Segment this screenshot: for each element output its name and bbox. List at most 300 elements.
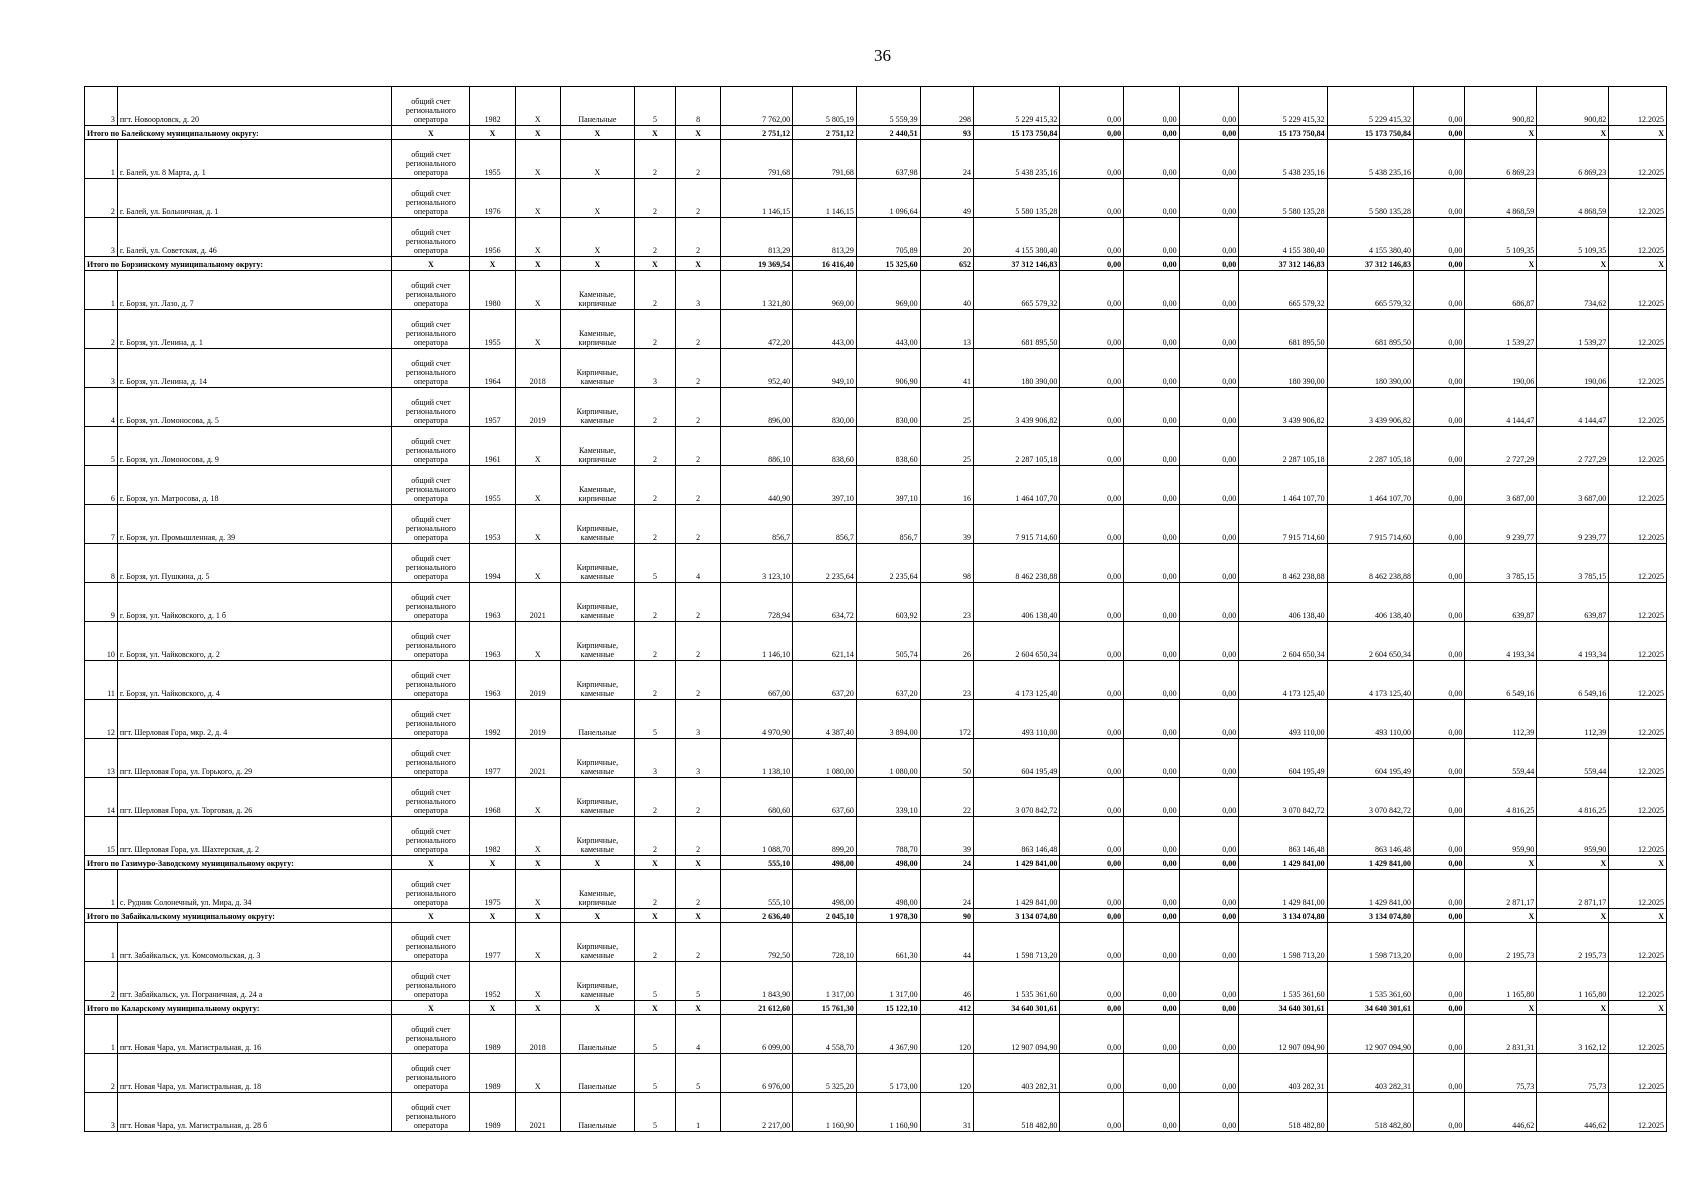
rooms-area-cell: 2 235,64	[793, 544, 857, 583]
local-funds-cell: 0,00	[1179, 923, 1239, 962]
total-area-cell: 1 088,70	[721, 817, 793, 856]
year-cell: 1963	[470, 661, 515, 700]
table-row	[85, 544, 1667, 583]
owners-funds-cell: 604 195,49	[1239, 739, 1327, 778]
regop-funds-cell: 12 907 094,90	[1327, 1015, 1413, 1054]
limit-cost-cell: X	[1537, 126, 1609, 140]
federal-funds-cell: 0,00	[1060, 622, 1124, 661]
local-funds-cell: 0,00	[1179, 257, 1239, 271]
row-number-cell: 2	[85, 310, 118, 349]
regop-funds-cell: 1 535 361,60	[1327, 962, 1413, 1001]
rooms-area-cell: 1 317,00	[793, 962, 857, 1001]
owners-funds-cell: 8 462 238,88	[1239, 544, 1327, 583]
entrances-cell: 2	[676, 870, 721, 909]
year-cell: 1968	[470, 778, 515, 817]
planned-date-cell: 12.2025	[1609, 962, 1667, 1001]
row-number-cell: 5	[85, 427, 118, 466]
row-number-cell: 14	[85, 778, 118, 817]
other-funds-cell: 0,00	[1413, 257, 1464, 271]
total-area-cell: 896,00	[721, 388, 793, 427]
renovation-year-cell: X	[515, 271, 560, 310]
planned-date-cell: X	[1609, 1001, 1667, 1015]
cost-cell: 665 579,32	[974, 271, 1060, 310]
district-total-label: Итого по Борзинскому муниципальному округу:	[85, 257, 392, 271]
planned-date-cell: 12.2025	[1609, 87, 1667, 126]
residents-cell: 412	[920, 1001, 973, 1015]
limit-cost-cell: 734,62	[1537, 271, 1609, 310]
limit-cost-cell: 5 109,35	[1537, 218, 1609, 257]
row-number-cell: 3	[85, 218, 118, 257]
address-cell: пгт. Новоорловск, д. 20	[117, 87, 391, 126]
federal-funds-cell: 0,00	[1060, 583, 1124, 622]
residents-cell: 120	[920, 1015, 973, 1054]
method-cell: общий счет регионального оператора	[392, 661, 470, 700]
other-funds-cell: 0,00	[1413, 622, 1464, 661]
year-cell: 1982	[470, 87, 515, 126]
planned-date-cell: 12.2025	[1609, 466, 1667, 505]
rooms-area-cell: 637,60	[793, 778, 857, 817]
rooms-area-cell: 498,00	[793, 856, 857, 870]
federal-funds-cell: 0,00	[1060, 271, 1124, 310]
rooms-area-cell: 1 160,90	[793, 1093, 857, 1132]
method-cell: X	[392, 1001, 470, 1015]
floors-cell: 5	[634, 1093, 675, 1132]
wall-material-cell: Каменные, кирпичные	[560, 466, 634, 505]
residents-cell: 22	[920, 778, 973, 817]
entrances-cell: 4	[676, 1015, 721, 1054]
specific-cost-cell: 5 109,35	[1465, 218, 1537, 257]
specific-cost-cell: 2 871,17	[1465, 870, 1537, 909]
entrances-cell: 2	[676, 466, 721, 505]
regop-funds-cell: 37 312 146,83	[1327, 257, 1413, 271]
table-row	[85, 700, 1667, 739]
cost-cell: 34 640 301,61	[974, 1001, 1060, 1015]
wall-material-cell: X	[560, 126, 634, 140]
owners-funds-cell: 15 173 750,84	[1239, 126, 1327, 140]
cost-cell: 4 173 125,40	[974, 661, 1060, 700]
cost-cell: 406 138,40	[974, 583, 1060, 622]
table-row	[85, 1054, 1667, 1093]
federal-funds-cell: 0,00	[1060, 870, 1124, 909]
address-cell: г. Балей, ул. Советская, д. 46	[117, 218, 391, 257]
floors-cell: X	[634, 1001, 675, 1015]
regop-funds-cell: 5 438 235,16	[1327, 140, 1413, 179]
other-funds-cell: 0,00	[1413, 778, 1464, 817]
rooms-area-cell: 813,29	[793, 218, 857, 257]
address-cell: пгт. Шерловая Гора, ул. Горького, д. 29	[117, 739, 391, 778]
total-area-cell: 4 970,90	[721, 700, 793, 739]
cost-cell: 2 287 105,18	[974, 427, 1060, 466]
residents-cell: 49	[920, 179, 973, 218]
district-total-row	[85, 1001, 1667, 1015]
year-cell: X	[470, 1001, 515, 1015]
cost-cell: 12 907 094,90	[974, 1015, 1060, 1054]
method-cell: общий счет регионального оператора	[392, 310, 470, 349]
address-cell: пгт. Шерловая Гора, ул. Торговая, д. 26	[117, 778, 391, 817]
other-funds-cell: 0,00	[1413, 962, 1464, 1001]
other-funds-cell: 0,00	[1413, 661, 1464, 700]
row-number-cell: 1	[85, 870, 118, 909]
renovation-year-cell: X	[515, 505, 560, 544]
entrances-cell: 2	[676, 622, 721, 661]
method-cell: X	[392, 856, 470, 870]
rooms-area-cell: 397,10	[793, 466, 857, 505]
specific-cost-cell: 1 165,80	[1465, 962, 1537, 1001]
method-cell: общий счет регионального оператора	[392, 140, 470, 179]
residential-area-cell: 2 440,51	[856, 126, 920, 140]
local-funds-cell: 0,00	[1179, 909, 1239, 923]
year-cell: 1955	[470, 310, 515, 349]
entrances-cell: 2	[676, 310, 721, 349]
entrances-cell: 5	[676, 962, 721, 1001]
regional-funds-cell: 0,00	[1124, 388, 1180, 427]
renovation-year-cell: 2018	[515, 349, 560, 388]
planned-date-cell: 12.2025	[1609, 310, 1667, 349]
entrances-cell: 2	[676, 179, 721, 218]
federal-funds-cell: 0,00	[1060, 923, 1124, 962]
owners-funds-cell: 1 429 841,00	[1239, 856, 1327, 870]
planned-date-cell: 12.2025	[1609, 427, 1667, 466]
owners-funds-cell: 863 146,48	[1239, 817, 1327, 856]
federal-funds-cell: 0,00	[1060, 466, 1124, 505]
limit-cost-cell: 75,73	[1537, 1054, 1609, 1093]
regop-funds-cell: 2 287 105,18	[1327, 427, 1413, 466]
cost-cell: 5 438 235,16	[974, 140, 1060, 179]
residential-area-cell: 3 894,00	[856, 700, 920, 739]
wall-material-cell: Кирпичные, каменные	[560, 388, 634, 427]
specific-cost-cell: 559,44	[1465, 739, 1537, 778]
federal-funds-cell: 0,00	[1060, 962, 1124, 1001]
local-funds-cell: 0,00	[1179, 140, 1239, 179]
cost-cell: 1 535 361,60	[974, 962, 1060, 1001]
specific-cost-cell: 6 869,23	[1465, 140, 1537, 179]
entrances-cell: 2	[676, 140, 721, 179]
planned-date-cell: 12.2025	[1609, 544, 1667, 583]
regional-funds-cell: 0,00	[1124, 909, 1180, 923]
year-cell: 1994	[470, 544, 515, 583]
table-row	[85, 739, 1667, 778]
owners-funds-cell: 12 907 094,90	[1239, 1015, 1327, 1054]
specific-cost-cell: 112,39	[1465, 700, 1537, 739]
total-area-cell: 1 146,15	[721, 179, 793, 218]
wall-material-cell: Кирпичные, каменные	[560, 544, 634, 583]
local-funds-cell: 0,00	[1179, 1093, 1239, 1132]
address-cell: г. Борзя, ул. Чайковского, д. 1 б	[117, 583, 391, 622]
regional-funds-cell: 0,00	[1124, 427, 1180, 466]
year-cell: 1976	[470, 179, 515, 218]
owners-funds-cell: 3 070 842,72	[1239, 778, 1327, 817]
floors-cell: 5	[634, 544, 675, 583]
local-funds-cell: 0,00	[1179, 271, 1239, 310]
address-cell: пгт. Новая Чара, ул. Магистральная, д. 16	[117, 1015, 391, 1054]
renovation-year-cell: X	[515, 870, 560, 909]
federal-funds-cell: 0,00	[1060, 909, 1124, 923]
local-funds-cell: 0,00	[1179, 817, 1239, 856]
regional-funds-cell: 0,00	[1124, 349, 1180, 388]
federal-funds-cell: 0,00	[1060, 179, 1124, 218]
regop-funds-cell: 1 429 841,00	[1327, 870, 1413, 909]
address-cell: пгт. Новая Чара, ул. Магистральная, д. 18	[117, 1054, 391, 1093]
method-cell: общий счет регионального оператора	[392, 427, 470, 466]
owners-funds-cell: 4 173 125,40	[1239, 661, 1327, 700]
renovation-year-cell: X	[515, 1001, 560, 1015]
local-funds-cell: 0,00	[1179, 544, 1239, 583]
floors-cell: 2	[634, 778, 675, 817]
federal-funds-cell: 0,00	[1060, 218, 1124, 257]
other-funds-cell: 0,00	[1413, 505, 1464, 544]
address-cell: г. Борзя, ул. Лазо, д. 7	[117, 271, 391, 310]
cost-cell: 37 312 146,83	[974, 257, 1060, 271]
owners-funds-cell: 5 580 135,28	[1239, 179, 1327, 218]
residential-area-cell: 1 080,00	[856, 739, 920, 778]
wall-material-cell: Кирпичные, каменные	[560, 583, 634, 622]
federal-funds-cell: 0,00	[1060, 87, 1124, 126]
cost-cell: 493 110,00	[974, 700, 1060, 739]
entrances-cell: 3	[676, 271, 721, 310]
method-cell: общий счет регионального оператора	[392, 544, 470, 583]
local-funds-cell: 0,00	[1179, 962, 1239, 1001]
limit-cost-cell: 559,44	[1537, 739, 1609, 778]
other-funds-cell: 0,00	[1413, 140, 1464, 179]
row-number-cell: 1	[85, 271, 118, 310]
owners-funds-cell: 403 282,31	[1239, 1054, 1327, 1093]
other-funds-cell: 0,00	[1413, 583, 1464, 622]
floors-cell: 2	[634, 583, 675, 622]
total-area-cell: 856,7	[721, 505, 793, 544]
residential-area-cell: 498,00	[856, 870, 920, 909]
local-funds-cell: 0,00	[1179, 856, 1239, 870]
method-cell: X	[392, 126, 470, 140]
regional-funds-cell: 0,00	[1124, 544, 1180, 583]
row-number-cell: 13	[85, 739, 118, 778]
residents-cell: 25	[920, 427, 973, 466]
regional-funds-cell: 0,00	[1124, 778, 1180, 817]
residential-area-cell: 397,10	[856, 466, 920, 505]
year-cell: 1952	[470, 962, 515, 1001]
table-row	[85, 349, 1667, 388]
limit-cost-cell: X	[1537, 856, 1609, 870]
planned-date-cell: 12.2025	[1609, 817, 1667, 856]
planned-date-cell: 12.2025	[1609, 1054, 1667, 1093]
planned-date-cell: 12.2025	[1609, 739, 1667, 778]
rooms-area-cell: 443,00	[793, 310, 857, 349]
local-funds-cell: 0,00	[1179, 505, 1239, 544]
rooms-area-cell: 634,72	[793, 583, 857, 622]
limit-cost-cell: X	[1537, 257, 1609, 271]
address-cell: с. Рудник Солонечный, ул. Мира, д. 34	[117, 870, 391, 909]
year-cell: 1963	[470, 622, 515, 661]
total-area-cell: 952,40	[721, 349, 793, 388]
planned-date-cell: 12.2025	[1609, 661, 1667, 700]
specific-cost-cell: X	[1465, 909, 1537, 923]
regional-funds-cell: 0,00	[1124, 817, 1180, 856]
local-funds-cell: 0,00	[1179, 87, 1239, 126]
renovation-year-cell: 2021	[515, 739, 560, 778]
regop-funds-cell: 493 110,00	[1327, 700, 1413, 739]
planned-date-cell: 12.2025	[1609, 700, 1667, 739]
renovation-year-cell: X	[515, 310, 560, 349]
residents-cell: 90	[920, 909, 973, 923]
regop-funds-cell: 5 229 415,32	[1327, 87, 1413, 126]
residential-area-cell: 603,92	[856, 583, 920, 622]
entrances-cell: X	[676, 909, 721, 923]
entrances-cell: X	[676, 856, 721, 870]
floors-cell: 2	[634, 466, 675, 505]
limit-cost-cell: 900,82	[1537, 87, 1609, 126]
residents-cell: 23	[920, 661, 973, 700]
regional-funds-cell: 0,00	[1124, 1054, 1180, 1093]
renovation-year-cell: 2021	[515, 1093, 560, 1132]
owners-funds-cell: 180 390,00	[1239, 349, 1327, 388]
regop-funds-cell: 1 598 713,20	[1327, 923, 1413, 962]
wall-material-cell: Кирпичные, каменные	[560, 349, 634, 388]
entrances-cell: 2	[676, 349, 721, 388]
federal-funds-cell: 0,00	[1060, 1015, 1124, 1054]
wall-material-cell: Панельные	[560, 87, 634, 126]
local-funds-cell: 0,00	[1179, 349, 1239, 388]
specific-cost-cell: 900,82	[1465, 87, 1537, 126]
table-row	[85, 466, 1667, 505]
owners-funds-cell: 5 438 235,16	[1239, 140, 1327, 179]
federal-funds-cell: 0,00	[1060, 544, 1124, 583]
renovation-year-cell: 2019	[515, 388, 560, 427]
entrances-cell: 2	[676, 427, 721, 466]
residents-cell: 98	[920, 544, 973, 583]
rooms-area-cell: 2 045,10	[793, 909, 857, 923]
owners-funds-cell: 518 482,80	[1239, 1093, 1327, 1132]
method-cell: общий счет регионального оператора	[392, 962, 470, 1001]
total-area-cell: 6 976,00	[721, 1054, 793, 1093]
planned-date-cell: 12.2025	[1609, 505, 1667, 544]
renovation-year-cell: X	[515, 87, 560, 126]
year-cell: 1955	[470, 466, 515, 505]
floors-cell: 2	[634, 505, 675, 544]
limit-cost-cell: 190,06	[1537, 349, 1609, 388]
wall-material-cell: X	[560, 218, 634, 257]
floors-cell: 3	[634, 349, 675, 388]
wall-material-cell: Кирпичные, каменные	[560, 739, 634, 778]
row-number-cell: 2	[85, 1054, 118, 1093]
total-area-cell: 1 843,90	[721, 962, 793, 1001]
rooms-area-cell: 637,20	[793, 661, 857, 700]
total-area-cell: 555,10	[721, 856, 793, 870]
local-funds-cell: 0,00	[1179, 739, 1239, 778]
regop-funds-cell: 4 155 380,40	[1327, 218, 1413, 257]
district-total-row	[85, 126, 1667, 140]
total-area-cell: 667,00	[721, 661, 793, 700]
regional-funds-cell: 0,00	[1124, 466, 1180, 505]
planned-date-cell: 12.2025	[1609, 870, 1667, 909]
limit-cost-cell: 4 144,47	[1537, 388, 1609, 427]
cost-cell: 5 580 135,28	[974, 179, 1060, 218]
wall-material-cell: Кирпичные, каменные	[560, 622, 634, 661]
row-number-cell: 3	[85, 1093, 118, 1132]
floors-cell: 3	[634, 739, 675, 778]
table-row	[85, 271, 1667, 310]
renovation-year-cell: 2019	[515, 661, 560, 700]
regional-funds-cell: 0,00	[1124, 126, 1180, 140]
residential-area-cell: 4 367,90	[856, 1015, 920, 1054]
specific-cost-cell: 959,90	[1465, 817, 1537, 856]
other-funds-cell: 0,00	[1413, 310, 1464, 349]
other-funds-cell: 0,00	[1413, 349, 1464, 388]
entrances-cell: X	[676, 257, 721, 271]
cost-cell: 4 155 380,40	[974, 218, 1060, 257]
limit-cost-cell: 9 239,77	[1537, 505, 1609, 544]
entrances-cell: 2	[676, 778, 721, 817]
row-number-cell: 3	[85, 349, 118, 388]
residential-area-cell: 637,98	[856, 140, 920, 179]
federal-funds-cell: 0,00	[1060, 700, 1124, 739]
specific-cost-cell: 2 831,31	[1465, 1015, 1537, 1054]
table-row	[85, 505, 1667, 544]
total-area-cell: 728,94	[721, 583, 793, 622]
method-cell: общий счет регионального оператора	[392, 1054, 470, 1093]
address-cell: г. Балей, ул. Больничная, д. 1	[117, 179, 391, 218]
residents-cell: 50	[920, 739, 973, 778]
renovation-year-cell: X	[515, 1054, 560, 1093]
regop-funds-cell: 34 640 301,61	[1327, 1001, 1413, 1015]
owners-funds-cell: 1 464 107,70	[1239, 466, 1327, 505]
limit-cost-cell: 959,90	[1537, 817, 1609, 856]
address-cell: г. Борзя, ул. Пушкина, д. 5	[117, 544, 391, 583]
total-area-cell: 440,90	[721, 466, 793, 505]
specific-cost-cell: 686,87	[1465, 271, 1537, 310]
entrances-cell: 2	[676, 218, 721, 257]
residential-area-cell: 443,00	[856, 310, 920, 349]
renovation-year-cell: X	[515, 909, 560, 923]
residents-cell: 46	[920, 962, 973, 1001]
specific-cost-cell: 4 144,47	[1465, 388, 1537, 427]
regional-funds-cell: 0,00	[1124, 140, 1180, 179]
federal-funds-cell: 0,00	[1060, 1054, 1124, 1093]
row-number-cell: 3	[85, 87, 118, 126]
cost-cell: 180 390,00	[974, 349, 1060, 388]
federal-funds-cell: 0,00	[1060, 140, 1124, 179]
table-row	[85, 310, 1667, 349]
other-funds-cell: 0,00	[1413, 817, 1464, 856]
regional-funds-cell: 0,00	[1124, 856, 1180, 870]
table-row	[85, 388, 1667, 427]
cost-cell: 863 146,48	[974, 817, 1060, 856]
specific-cost-cell: 4 193,34	[1465, 622, 1537, 661]
other-funds-cell: 0,00	[1413, 126, 1464, 140]
rooms-area-cell: 728,10	[793, 923, 857, 962]
wall-material-cell: Каменные, кирпичные	[560, 427, 634, 466]
residents-cell: 298	[920, 87, 973, 126]
regop-funds-cell: 406 138,40	[1327, 583, 1413, 622]
regional-funds-cell: 0,00	[1124, 1015, 1180, 1054]
wall-material-cell: X	[560, 909, 634, 923]
year-cell: X	[470, 909, 515, 923]
address-cell: г. Борзя, ул. Ломоносова, д. 5	[117, 388, 391, 427]
row-number-cell: 11	[85, 661, 118, 700]
table-row	[85, 218, 1667, 257]
floors-cell: 2	[634, 310, 675, 349]
cost-cell: 5 229 415,32	[974, 87, 1060, 126]
method-cell: общий счет регионального оператора	[392, 349, 470, 388]
other-funds-cell: 0,00	[1413, 218, 1464, 257]
residents-cell: 44	[920, 923, 973, 962]
residential-area-cell: 830,00	[856, 388, 920, 427]
specific-cost-cell: 75,73	[1465, 1054, 1537, 1093]
rooms-area-cell: 949,10	[793, 349, 857, 388]
residential-area-cell: 661,30	[856, 923, 920, 962]
regional-funds-cell: 0,00	[1124, 923, 1180, 962]
other-funds-cell: 0,00	[1413, 1054, 1464, 1093]
renovation-year-cell: 2018	[515, 1015, 560, 1054]
row-number-cell: 6	[85, 466, 118, 505]
